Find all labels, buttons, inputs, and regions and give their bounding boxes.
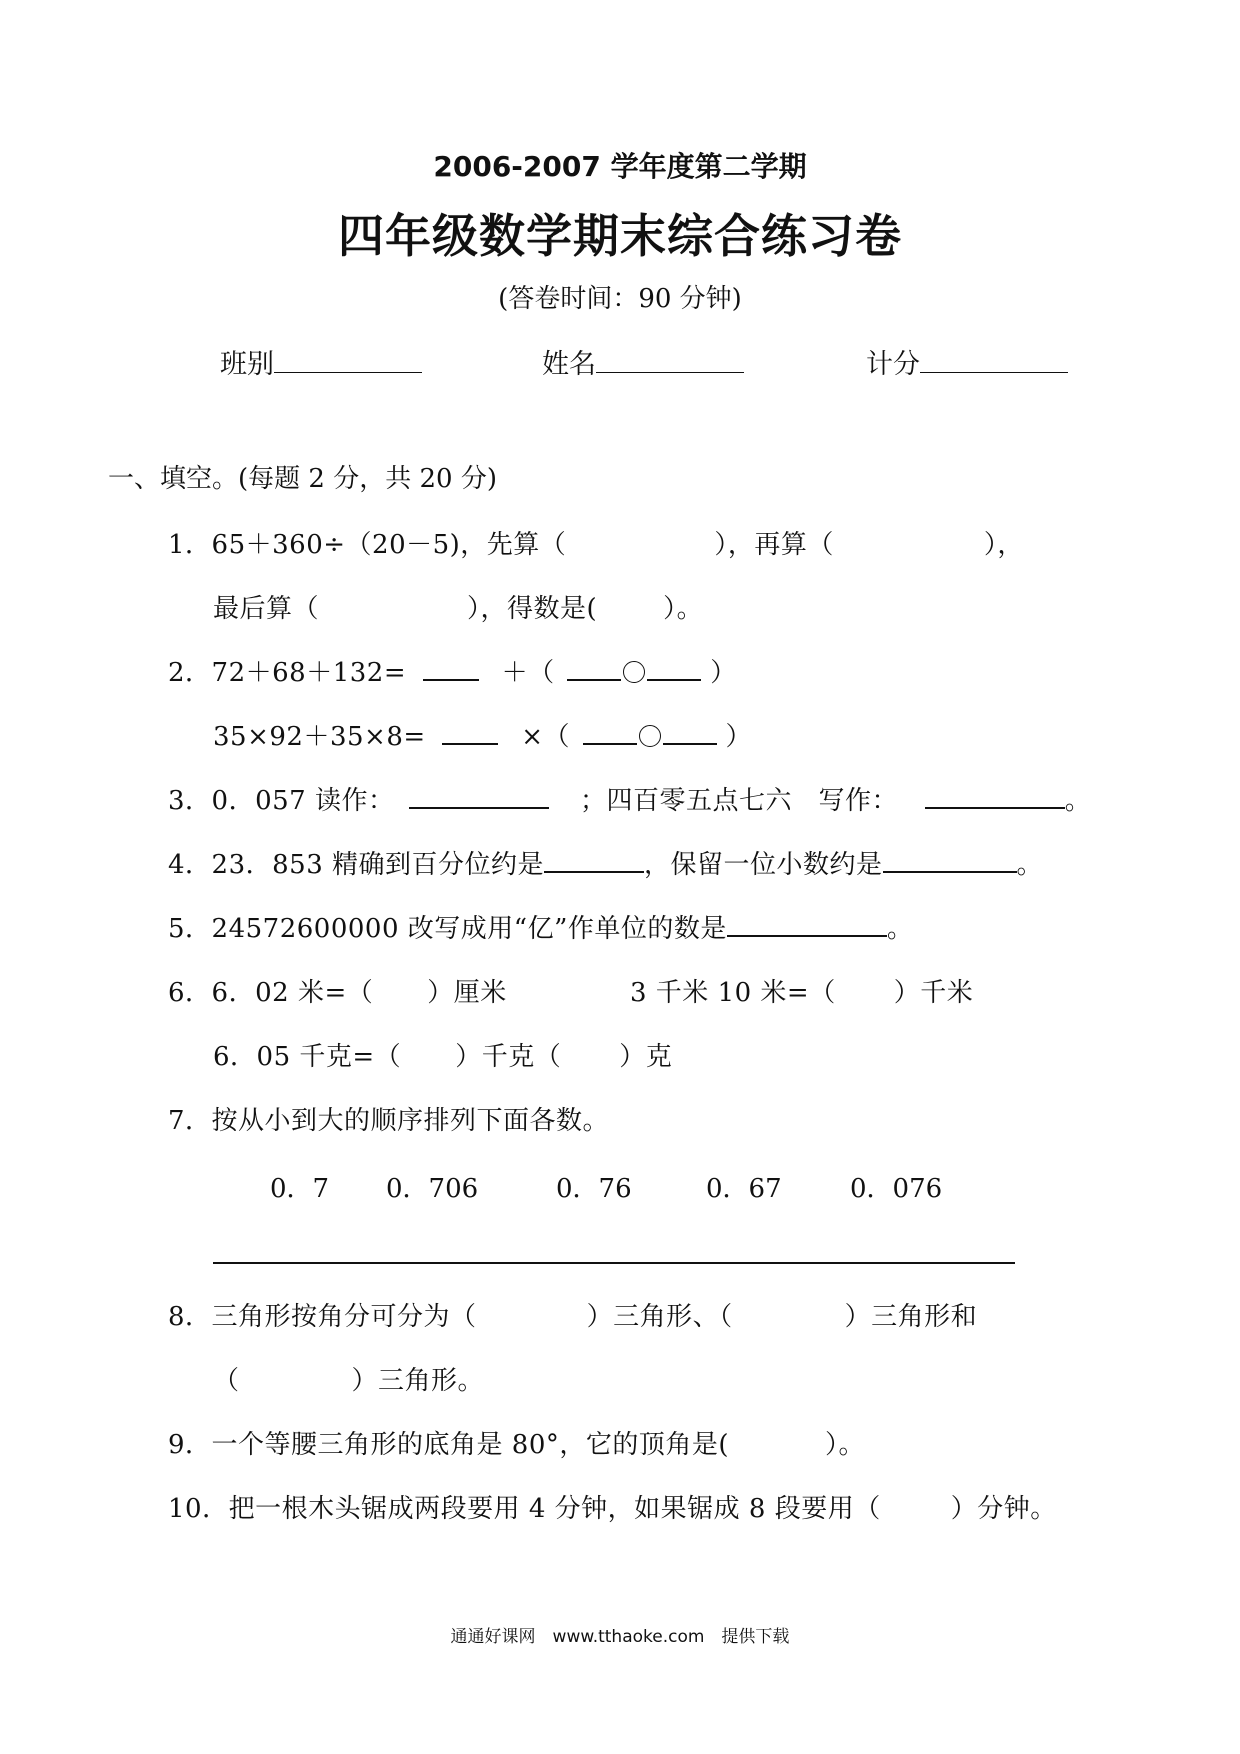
q5-text-b: 。 xyxy=(886,914,914,944)
q8-text-d: （ xyxy=(213,1366,240,1396)
q3-blank-1[interactable] xyxy=(409,783,549,809)
question-8-cont xyxy=(213,1360,484,1397)
q7-text-a: 按从小到大的顺序排列下面各数。 xyxy=(211,1106,610,1136)
q3-text-b: ；四百零五点七六 写作： xyxy=(580,786,899,816)
class-blank[interactable] xyxy=(274,346,422,373)
q3-text-c: 。 xyxy=(1064,786,1092,816)
question-9 xyxy=(168,1424,865,1461)
q9-text-b: ）。 xyxy=(825,1430,866,1460)
q2-text-d: 35×92＋35×8= xyxy=(213,722,426,752)
q6-text-a: 6．02 米=（ xyxy=(211,978,374,1008)
q1-text-e: ），得数是( xyxy=(467,594,598,624)
number-value: 0．076 xyxy=(850,1174,943,1204)
q8-text-e: ）三角形。 xyxy=(351,1366,485,1396)
q2-blank-4[interactable] xyxy=(442,719,498,745)
q10-text-b: ）分钟。 xyxy=(950,1494,1057,1524)
footer-credit: 通通好课网 www.tthaoke.com 提供下载 xyxy=(450,1627,790,1647)
q2-blank-5[interactable] xyxy=(583,719,637,745)
question-number: 9． xyxy=(168,1430,212,1460)
q2-text-c: ） xyxy=(710,658,737,688)
q2-blank-1[interactable] xyxy=(423,655,479,681)
q6-text-d: ）千米 xyxy=(893,978,974,1008)
q1-text-b: ），再算（ xyxy=(714,530,834,560)
question-number: 4． xyxy=(168,850,212,880)
q7-answer-line[interactable] xyxy=(213,1262,1015,1264)
question-5 xyxy=(168,908,913,945)
q9-text-a: 一个等腰三角形的底角是 80°，它的顶角是( xyxy=(211,1430,730,1460)
question-number: 7． xyxy=(168,1106,212,1136)
score-blank[interactable] xyxy=(920,346,1068,373)
question-1 xyxy=(168,524,1024,561)
q4-text-b: ，保留一位小数约是 xyxy=(644,850,883,880)
class-field[interactable] xyxy=(220,342,422,381)
q4-blank-2[interactable] xyxy=(883,847,1017,873)
number-value: 0．706 xyxy=(386,1174,479,1204)
q5-text-a: 24572600000 改写成用“亿”作单位的数是 xyxy=(211,914,727,944)
number-value: 0．7 xyxy=(270,1174,330,1204)
number-value: 0．76 xyxy=(556,1174,632,1204)
q10-text-a: 把一根木头锯成两段要用 4 分钟，如果锯成 8 段要用（ xyxy=(228,1494,881,1524)
q5-blank-1[interactable] xyxy=(727,911,887,937)
question-number: 3． xyxy=(168,786,212,816)
question-4 xyxy=(168,844,1043,881)
question-number: 2． xyxy=(168,658,212,688)
q2-blank-2[interactable] xyxy=(567,655,621,681)
q4-text-c: 。 xyxy=(1016,850,1044,880)
q3-blank-2[interactable] xyxy=(925,783,1065,809)
question-10 xyxy=(168,1488,1057,1525)
q1-text-c: ）， xyxy=(983,530,1024,560)
page-title: 四年级数学期末综合练习卷 xyxy=(338,209,902,263)
question-number: 1． xyxy=(168,530,212,560)
q2-text-b: ＋（ xyxy=(501,658,555,688)
name-blank[interactable] xyxy=(596,346,744,373)
q3-text-a: 0．057 读作： xyxy=(211,786,395,816)
q8-text-a: 三角形按角分可分为（ xyxy=(211,1302,477,1332)
question-7 xyxy=(168,1100,609,1137)
q1-text-d: 最后算（ xyxy=(213,594,320,624)
q6-text-e: 6．05 千克=（ xyxy=(213,1042,402,1072)
operator-circle-icon[interactable] xyxy=(623,661,645,683)
q1-text-f: ）。 xyxy=(663,594,704,624)
question-number: 10． xyxy=(168,1494,229,1524)
q2-blank-6[interactable] xyxy=(663,719,717,745)
q4-blank-1[interactable] xyxy=(544,847,644,873)
operator-circle-icon[interactable] xyxy=(639,725,661,747)
question-2-cont xyxy=(213,716,752,753)
q6-text-c: 3 千米 10 米=（ xyxy=(630,978,836,1008)
exam-time: (答卷时间：90 分钟) xyxy=(498,284,742,314)
class-label: 班别 xyxy=(220,349,274,380)
question-3 xyxy=(168,780,1091,817)
question-number: 6． xyxy=(168,978,212,1008)
question-6 xyxy=(168,972,507,1009)
number-value: 0．67 xyxy=(706,1174,782,1204)
section-heading: 一、填空。(每题 2 分，共 20 分) xyxy=(108,464,497,494)
name-label: 姓名 xyxy=(542,349,596,380)
term-heading: 2006-2007 学年度第二学期 xyxy=(433,150,807,183)
q8-text-c: ）三角形和 xyxy=(844,1302,978,1332)
question-8 xyxy=(168,1296,977,1333)
q1-text-a: 65＋360÷（20－5)，先算（ xyxy=(211,530,567,560)
q6-text-b: ）厘米 xyxy=(427,978,507,1008)
question-6-cont xyxy=(213,1036,672,1073)
name-field[interactable] xyxy=(542,342,744,381)
question-number: 5． xyxy=(168,914,212,944)
score-field[interactable] xyxy=(866,342,1068,381)
q8-text-b: ）三角形、（ xyxy=(586,1302,733,1332)
q6-text-g: ）克 xyxy=(619,1042,673,1072)
q6-text-f: ）千克（ xyxy=(455,1042,562,1072)
question-1-cont xyxy=(213,588,703,625)
q2-text-f: ） xyxy=(725,722,753,752)
question-6-part-2 xyxy=(630,972,973,1009)
q4-text-a: 23．853 精确到百分位约是 xyxy=(211,850,545,880)
score-label: 计分 xyxy=(866,349,920,380)
q2-text-e: ×（ xyxy=(521,722,570,752)
q2-text-a: 72＋68＋132= xyxy=(211,658,407,688)
q2-blank-3[interactable] xyxy=(647,655,701,681)
question-2 xyxy=(168,652,737,689)
question-number: 8． xyxy=(168,1302,212,1332)
